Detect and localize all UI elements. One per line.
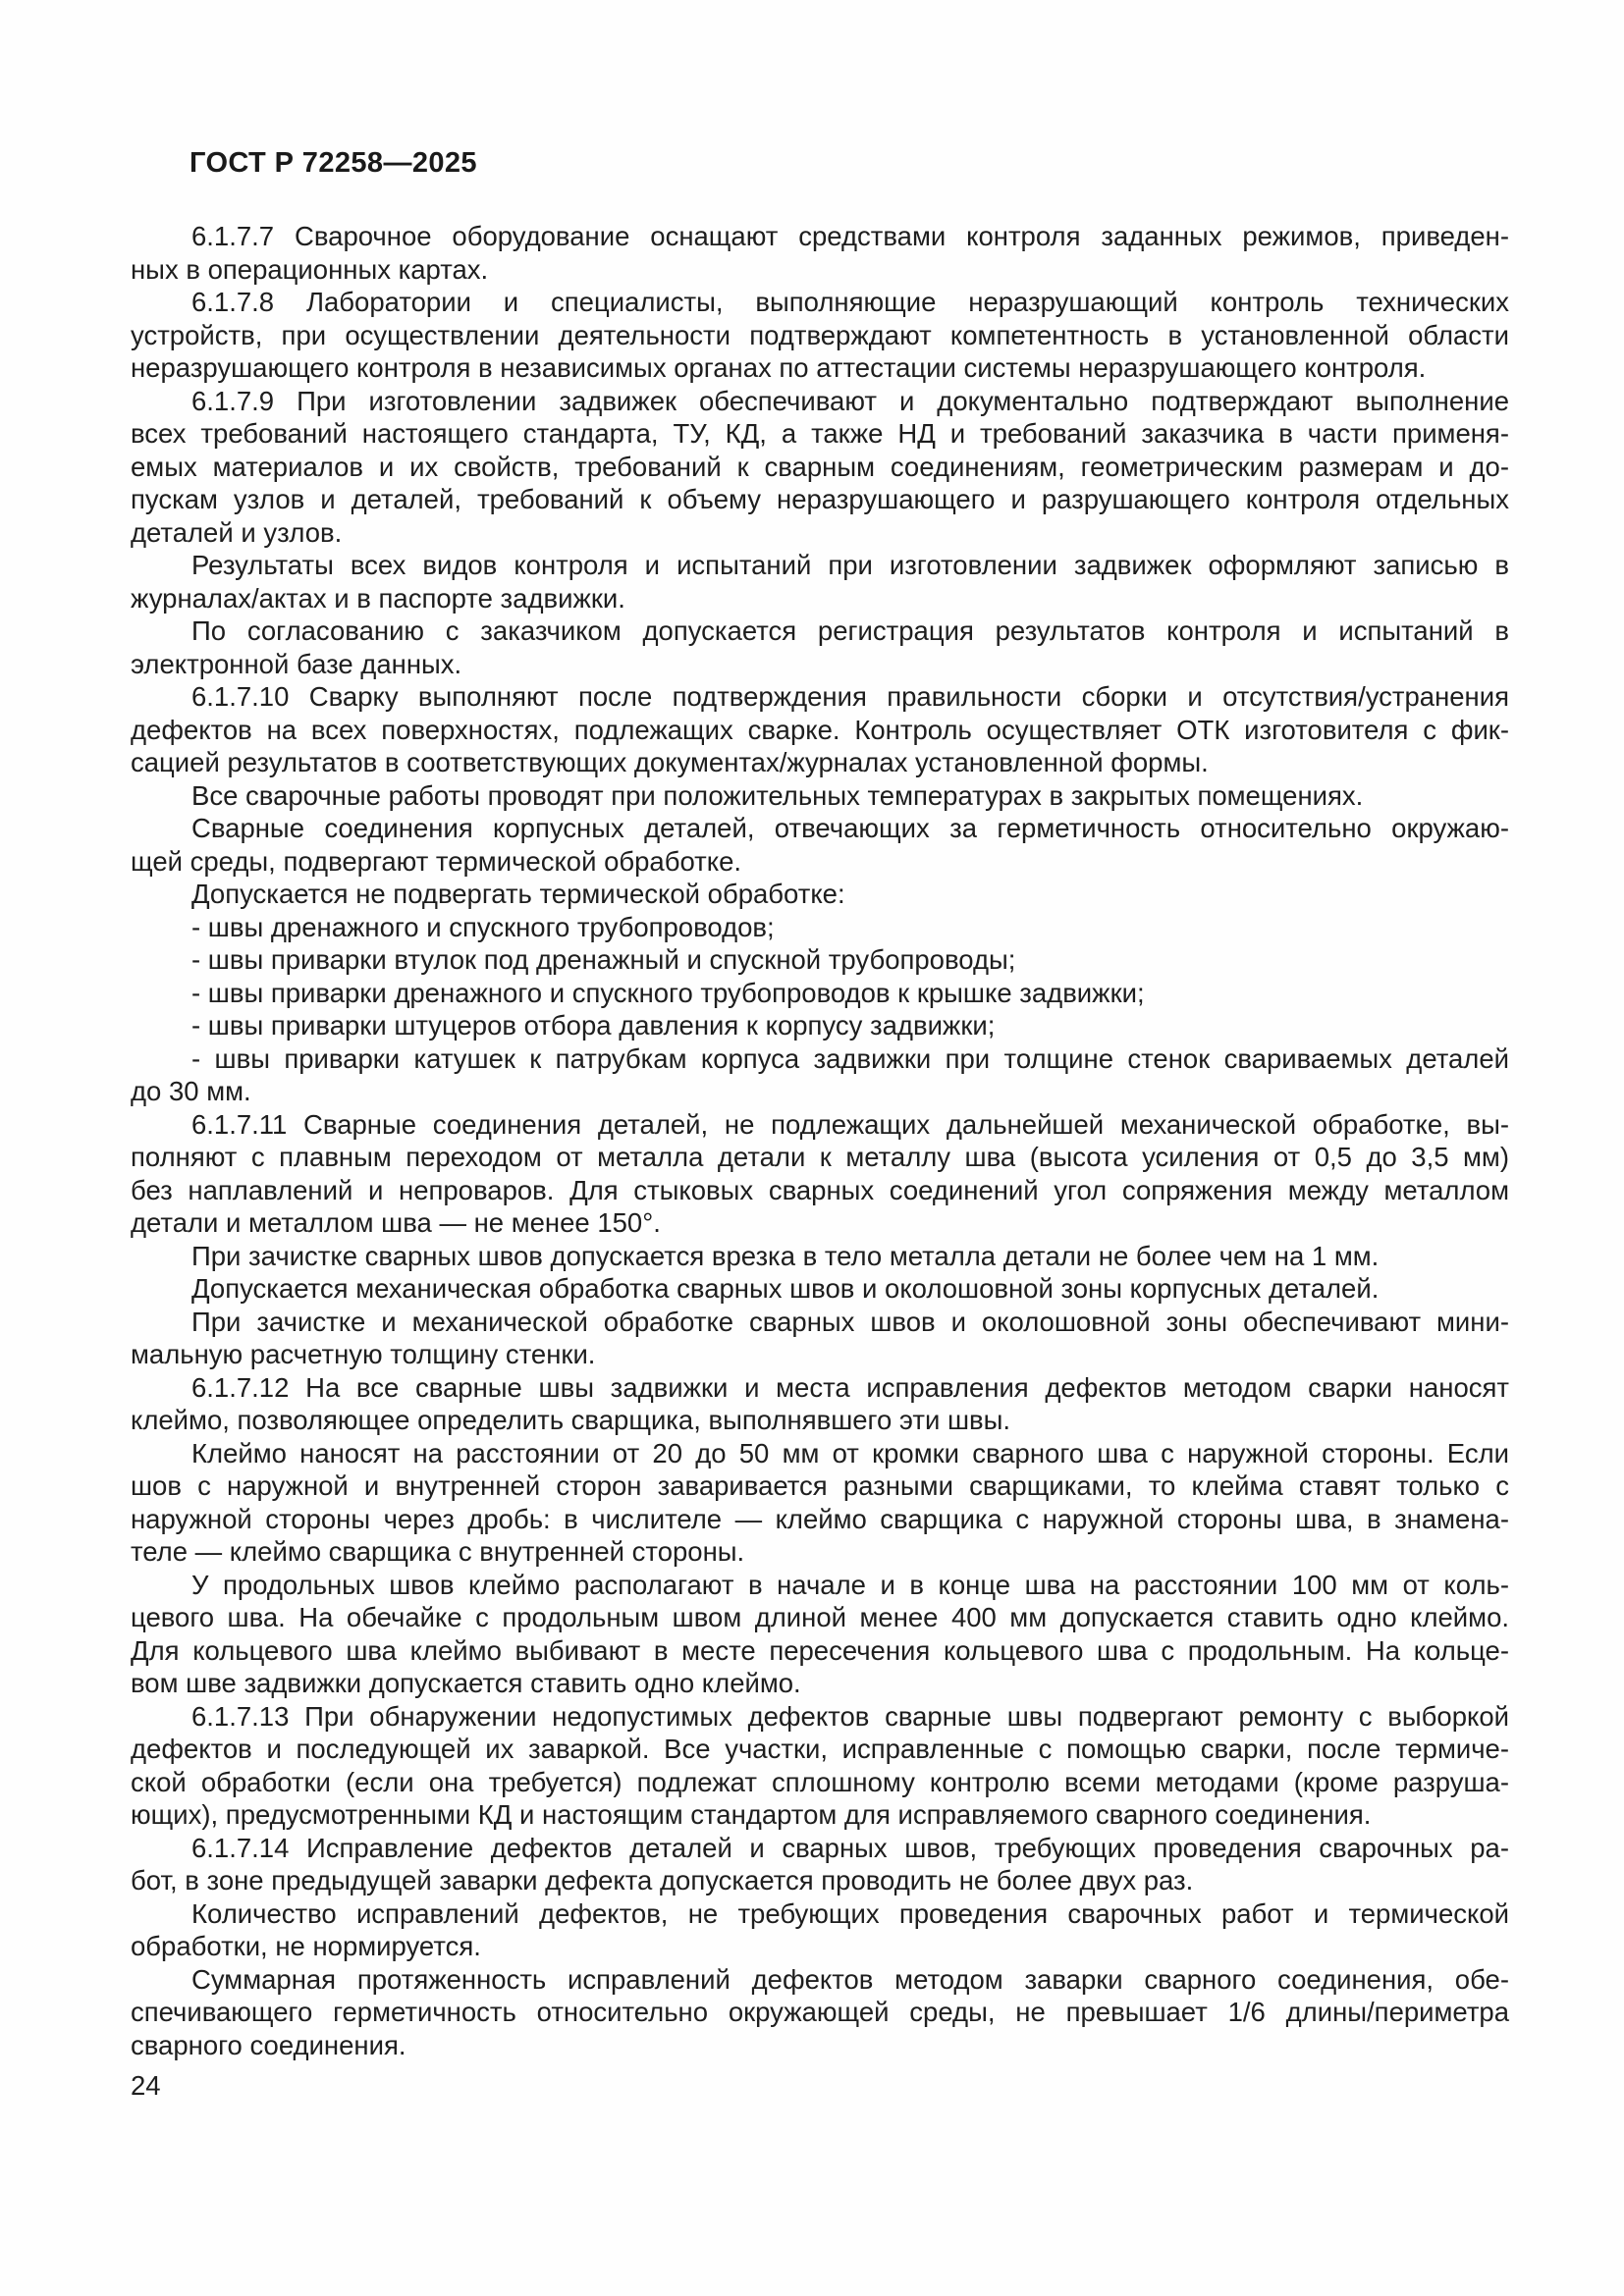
text-line: полняют с плавным переходом от металла детали к металлу шва (высота усиления от 0,5 до 3,5 мм) [131,1142,1509,1172]
text-line: клеймо, позволяющее определить сварщика, выполнявшего эти швы. [131,1405,1011,1435]
text-line: - швы приварки втулок под дренажный и спускной трубопроводы; [191,944,1016,975]
paragraph [131,1042,1509,1108]
paragraph [131,1240,1509,1273]
text-line: ных в операционных картах. [131,253,489,285]
text-line: журналах/актах и в паспорте задвижки. [131,582,625,614]
paragraph [131,1569,1509,1700]
paragraph [131,977,1509,1010]
paragraph [131,286,1509,385]
paragraph [131,943,1509,977]
text-line: - швы приварки штуцеров отбора давления к корпусу задвижки; [191,1010,996,1041]
text-line: Все сварочные работы проводят при положительных температурах в закрытых помещениях. [191,779,1364,811]
text-line: - швы приварки катушек к патрубкам корпуса задвижки при толщине стенок свариваемых деталей [191,1042,1509,1074]
text-line: Допускается не подвергать термической обработке: [191,879,845,909]
text-line: неразрушающего контроля в независимых органах по аттестации системы неразрушающего контроля. [131,352,1427,383]
text-line: щей среды, подвергают термической обработке. [131,845,742,877]
text-line: бот, в зоне предыдущей заварки дефекта допускается проводить не более двух раз. [131,1865,1194,1896]
text-line: наружной стороны через дробь: в числителе — клеймо сварщика с наружной стороны шва, в знамена- [131,1503,1509,1534]
paragraph [131,614,1509,680]
text-line: мальную расчетную толщину стенки. [131,1339,596,1369]
text-line: При зачистке и механической обработке сварных швов и околошовной зоны обеспечивают мини- [191,1306,1509,1337]
text-line: 6.1.7.8 Лаборатории и специалисты, выполняющие неразрушающий контроль технических [191,287,1509,317]
paragraph [131,1832,1509,1897]
page-number: 24 [131,2070,161,2101]
text-line: пускам узлов и деталей, требований к объему неразрушающего и разрушающего контроля отдельных [131,484,1509,514]
text-line: 6.1.7.13 При обнаружении недопустимых дефектов сварные швы подвергают ремонту с выборкой [191,1700,1509,1732]
paragraph [131,878,1509,911]
text-line: 6.1.7.9 При изготовлении задвижек обеспечивают и документально подтверждают выполнение [191,385,1509,416]
paragraph [131,549,1509,614]
text-line: 6.1.7.12 На все сварные швы задвижки и места исправления дефектов методом сварки наносят [191,1371,1509,1403]
text-line: детали и металлом шва — не менее 150°. [131,1207,661,1238]
paragraph [131,779,1509,813]
paragraph [131,1897,1509,1963]
paragraph [131,1272,1509,1306]
text-line: - швы дренажного и спускного трубопроводов; [191,911,775,942]
text-line: Допускается механическая обработка сварных швов и околошовной зоны корпусных деталей. [191,1273,1380,1304]
text-line: шов с наружной и внутренней сторон заваривается разными сварщиками, то клейма ставят только с [131,1470,1509,1501]
paragraph [131,1009,1509,1042]
text-line: - швы приварки дренажного и спускного трубопроводов к крышке задвижки; [191,977,1145,1008]
text-line: сварного соединения. [131,2029,406,2060]
paragraph [131,680,1509,779]
text-line: Для кольцевого шва клеймо выбивают в месте пересечения кольцевого шва с продольным. На кольце- [131,1634,1509,1666]
text-line: Суммарная протяженность исправлений дефектов методом заварки сварного соединения, обе- [191,1963,1509,1995]
text-line: теле — клеймо сварщика с внутренней стороны. [131,1536,745,1567]
text-line: сацией результатов в соответствующих документах/журналах установленной формы. [131,747,1209,777]
text-line: спечивающего герметичность относительно окружающей среды, не превышает 1/6 длины/периметра [131,1997,1509,2027]
text-line: деталей и узлов. [131,516,343,548]
text-line: 6.1.7.11 Сварные соединения деталей, не подлежащих дальнейшей механической обработке, вы- [191,1108,1509,1140]
document-body [131,220,1509,2061]
paragraph [131,1700,1509,1832]
paragraph [131,911,1509,944]
text-line: цевого шва. На обечайке с продольным швом длиной менее 400 мм допускается ставить одно клеймо. [131,1602,1509,1632]
text-line: У продольных швов клеймо располагают в начале и в конце шва на расстоянии 100 мм от коль- [191,1569,1509,1600]
paragraph [131,220,1509,286]
text-line: Результаты всех видов контроля и испытаний при изготовлении задвижек оформляют записью в [191,550,1509,580]
text-line: дефектов и последующей их заваркой. Все участки, исправленные с помощью сварки, после термиче- [131,1734,1509,1764]
text-line: устройств, при осуществлении деятельности подтверждают компетентность в установленной области [131,319,1509,350]
text-line: без наплавлений и непроваров. Для стыковых сварных соединений угол сопряжения между металлом [131,1174,1509,1205]
paragraph [131,1437,1509,1569]
text-line: вом шве задвижки допускается ставить одно клеймо. [131,1668,801,1698]
text-line: электронной базе данных. [131,648,462,679]
text-line: ющих), предусмотренными КД и настоящим стандартом для исправляемого сварного соединения. [131,1799,1372,1830]
text-line: Количество исправлений дефектов, не требующих проведения сварочных работ и термической [191,1897,1509,1929]
text-line: емых материалов и их свойств, требований к сварным соединениям, геометрическим размерам и до- [131,451,1509,482]
text-line: По согласованию с заказчиком допускается регистрация результатов контроля и испытаний в [191,615,1509,646]
text-line: 6.1.7.7 Сварочное оборудование оснащают средствами контроля заданных режимов, приведен- [191,221,1509,251]
text-line: ской обработки (если она требуется) подлежат сплошному контролю всеми методами (кроме разруша- [131,1766,1509,1797]
paragraph [131,1306,1509,1371]
text-line: При зачистке сварных швов допускается врезка в тело металла детали не более чем на 1 мм. [191,1240,1380,1271]
paragraph [131,812,1509,878]
text-line: 6.1.7.10 Сварку выполняют после подтверждения правильности сборки и отсутствия/устранения [191,681,1509,712]
text-line: дефектов на всех поверхностях, подлежащих сварке. Контроль осуществляет ОТК изготовителя с фик- [131,714,1509,745]
text-line: Клеймо наносят на расстоянии от 20 до 50 мм от кромки сварного шва с наружной стороны. Если [191,1437,1509,1468]
text-line: всех требований настоящего стандарта, ТУ, КД, а также НД и требований заказчика в части применя- [131,418,1509,449]
document-header: ГОСТ Р 72258—2025 [189,147,477,179]
paragraph [131,385,1509,550]
text-line: 6.1.7.14 Исправление дефектов деталей и сварных швов, требующих проведения сварочных ра- [191,1832,1509,1863]
paragraph [131,1963,1509,2062]
text-line: обработки, не нормируется. [131,1931,481,1961]
paragraph [131,1371,1509,1437]
text-line: Сварные соединения корпусных деталей, отвечающих за герметичность относительно окружаю- [191,813,1509,843]
text-line: до 30 мм. [131,1076,251,1106]
paragraph [131,1108,1509,1240]
